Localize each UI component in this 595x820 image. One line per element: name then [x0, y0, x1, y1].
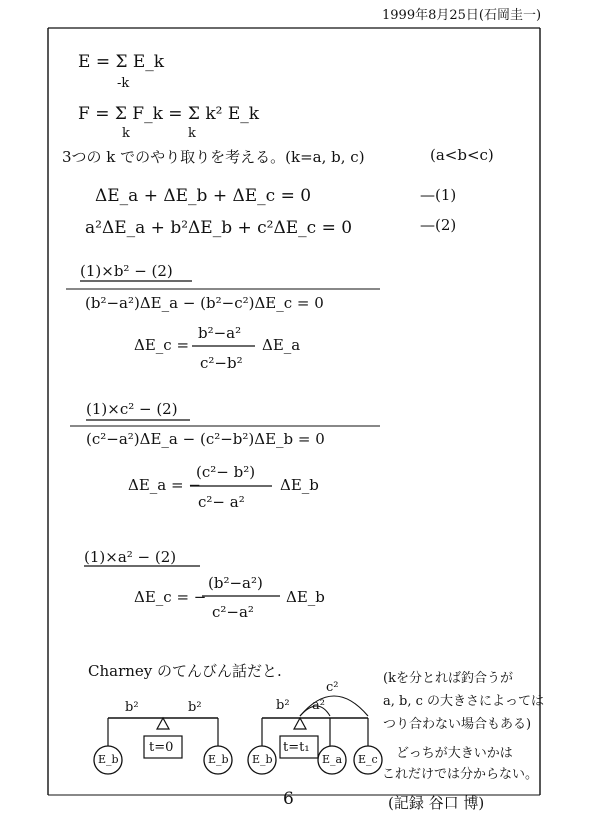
step1-lhs: ΔE_c = — [134, 336, 190, 354]
right-a2: a² — [312, 698, 325, 713]
step3-rhs: ΔE_b — [286, 588, 325, 606]
step1-denominator: c²−b² — [200, 354, 243, 372]
step2-denominator: c²− a² — [198, 493, 245, 511]
charney-title: Charney のてんびん話だと. — [88, 662, 282, 680]
equation-1: ΔE_a + ΔE_b + ΔE_c = 0 — [95, 186, 312, 206]
right-mass-b: E_b — [252, 753, 273, 766]
step3-lhs: ΔE_c = − — [134, 588, 207, 606]
step1-heading: (1)×b² − (2) — [80, 262, 173, 280]
step3-numerator: (b²−a²) — [208, 574, 263, 592]
charney-note1-line2: a, b, c の大きさによっては — [383, 694, 545, 709]
right-b2: b² — [276, 698, 290, 713]
left-b2-left: b² — [125, 700, 139, 715]
equation-E: E = Σ E_k — [78, 52, 165, 72]
page-number: 6 — [283, 789, 294, 809]
equation-F-index-2: k — [188, 126, 196, 141]
step2-line: (c²−a²)ΔE_a − (c²−b²)ΔE_b = 0 — [86, 430, 325, 448]
equation-1-label: —(1) — [420, 186, 457, 204]
left-b2-right: b² — [188, 700, 202, 715]
equation-2: a²ΔE_a + b²ΔE_b + c²ΔE_c = 0 — [85, 218, 353, 238]
recorder: (記録 谷口 博) — [388, 794, 485, 812]
charney-note2-line2: これだけでは分からない。 — [382, 767, 539, 782]
right-c2: c² — [326, 680, 339, 695]
right-mass-c: E_c — [358, 753, 378, 766]
equation-F-index-1: k — [122, 126, 130, 141]
step3-denominator: c²−a² — [212, 603, 254, 621]
equation-E-index: -k — [117, 76, 130, 91]
step2-numerator: (c²− b²) — [196, 463, 256, 481]
left-mass-right: E_b — [208, 753, 229, 766]
step2-rhs: ΔE_b — [280, 476, 319, 494]
equation-F: F = Σ F_k = Σ k² E_k — [78, 104, 260, 124]
equation-2-label: —(2) — [420, 216, 457, 234]
step2-heading: (1)×c² − (2) — [86, 400, 178, 418]
charney-note2-line1: どっちが大きいかは — [396, 746, 513, 761]
step3-heading: (1)×a² − (2) — [84, 548, 177, 566]
charney-note1-line3: つり合わない場合もある) — [383, 717, 532, 732]
step1-rhs: ΔE_a — [262, 336, 301, 354]
intro-condition: (a<b<c) — [430, 146, 494, 164]
header-date-author: 1999年8月25日(石岡圭一) — [382, 8, 542, 23]
left-box-label: t=0 — [149, 740, 174, 755]
step1-line: (b²−a²)ΔE_a − (b²−c²)ΔE_c = 0 — [85, 294, 324, 312]
intro-text: 3つの k でのやり取りを考える。(k=a, b, c) — [62, 148, 365, 166]
left-mass-left: E_b — [98, 753, 119, 766]
right-mass-a: E_a — [322, 753, 343, 766]
right-box-label: t=t₁ — [283, 740, 310, 755]
step2-lhs: ΔE_a = − — [128, 476, 201, 494]
charney-note1-line1: (kを分とれば釣合うが — [383, 671, 513, 686]
step1-numerator: b²−a² — [198, 324, 242, 342]
